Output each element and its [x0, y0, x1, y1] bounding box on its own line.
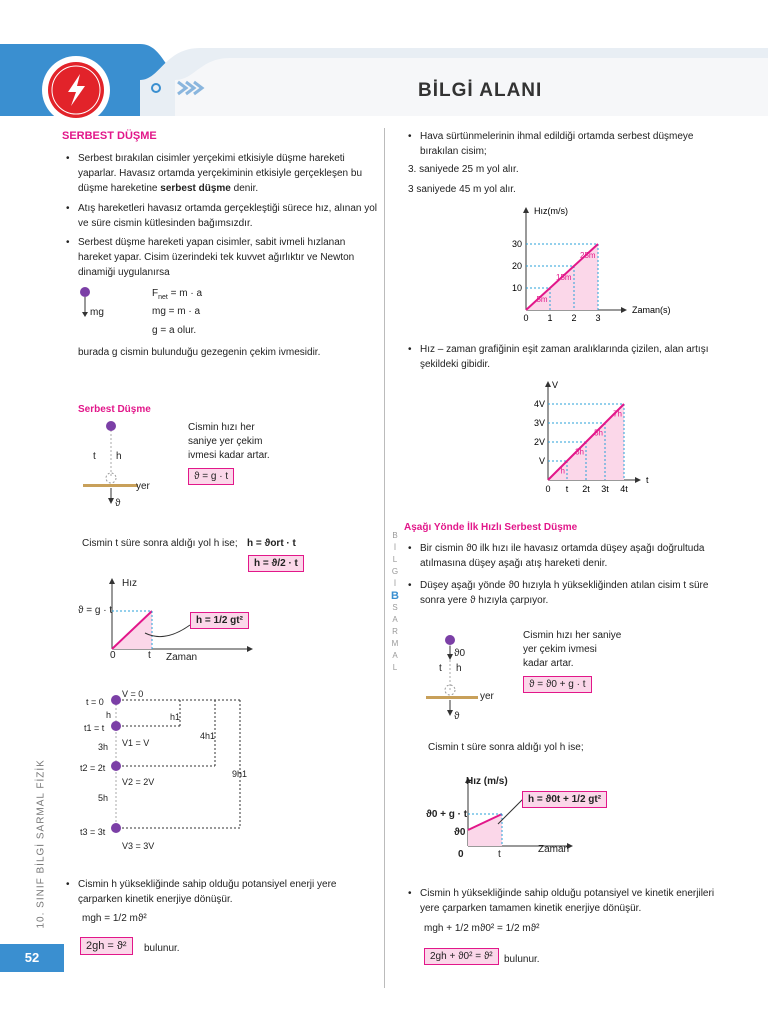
chart2-ytick: 3V	[533, 418, 545, 428]
note-text: burada g cismin bulunduğu gezegenin çekim ivmesidir.	[78, 347, 321, 358]
page-number: 52	[0, 944, 64, 972]
equation-g: g = a olur.	[152, 325, 197, 336]
t-label: t	[93, 451, 96, 462]
double-chevron-icon	[150, 80, 210, 100]
graph-y-label: Hız	[122, 578, 137, 589]
chart1-area-label: 15m	[556, 273, 572, 282]
chart1-xtick: 2	[571, 313, 577, 323]
right-path-text: Cismin t süre sonra aldığı yol h ise;	[428, 742, 584, 753]
h-label: h	[116, 451, 122, 462]
right-velocity-label: ϑ	[454, 711, 460, 722]
chart1-area-label: 25m	[580, 251, 596, 260]
drop-r9: 9h1	[232, 769, 248, 779]
right-bullet-3: • Bir cismin ϑ0 ilk hızı ile havasız ortamda düşey aşağı doğrultuda atılmasına düşey aşağı atış hareketi denir.	[408, 543, 705, 569]
right-graph-ylabel: Hız (m/s)	[466, 776, 508, 787]
chart2-xlabel: t	[646, 475, 649, 485]
chart1-area-label: 5m	[536, 295, 548, 304]
chart2-area-label: h	[560, 466, 565, 476]
right-graph-yval: ϑ0 + g · t	[426, 809, 468, 820]
drop-5h: 5h	[98, 793, 109, 803]
equation-fnet: $F_{net} = m \cdot a$	[152, 288, 203, 301]
bullet-1: • Serbest bırakılan cisimler yerçekimi etkisiyle düşme hareketi yaparlar. Havasız ortamda yerçekiminin etkisiyle gerçekleşen bu düşme hareketine serbest düşme denir.	[66, 153, 363, 194]
drop-t1: t1 = t	[84, 723, 105, 733]
chart1-xtick: 3	[595, 313, 601, 323]
drop-v3: V3 = 3V	[122, 841, 155, 851]
chart2-ytick: 2V	[533, 437, 545, 447]
right-t-label: t	[439, 663, 442, 674]
drop-v1: V1 = V	[122, 738, 150, 748]
page-title: BİLGİ ALANI	[418, 80, 543, 101]
chart-speed-time	[506, 204, 706, 326]
section-title-2: Aşağı Yönde İlk Hızlı Serbest Düşme	[404, 522, 578, 533]
chart1-xtick: 1	[547, 313, 553, 323]
right-result-end: bulunur.	[504, 954, 540, 965]
downward-throw-figure	[420, 630, 530, 730]
drop-t0: t = 0	[86, 697, 104, 707]
figure-title: Serbest Düşme	[78, 404, 151, 415]
chart1-xlabel: Zaman(s)	[632, 305, 671, 315]
chart2-area-label: 5h	[594, 428, 603, 438]
drop-h: h	[106, 710, 112, 720]
vertical-brand: B İ L G İ B S A R M A L	[391, 531, 399, 672]
right-line-2: 3 saniyede 45 m yol alır.	[408, 184, 516, 195]
right-line-1: 3. saniyede 25 m yol alır.	[408, 164, 519, 175]
chart1-ytick: 10	[511, 283, 522, 293]
chart1-xtick: 0	[523, 313, 529, 323]
energy-equation: mgh = 1/2 mϑ²	[82, 913, 147, 924]
drop-3h: 3h	[98, 742, 109, 752]
right-formula-box: ϑ = ϑ0 + g · t	[523, 676, 592, 693]
column-divider	[384, 128, 385, 988]
bullet-3: • Serbest düşme hareketi yapan cisimler, sabit ivmeli hızlanan hareket yapar. Cisim üzerindeki tek kuvvet ağırlıktır ve Newton dinamiği uygulanırsa	[66, 237, 355, 278]
chart2-xtick: 0	[545, 484, 551, 494]
right-graph-v0: ϑ0	[454, 827, 466, 838]
right-ground-label: yer	[480, 691, 494, 702]
free-fall-figure	[78, 416, 188, 516]
chart1-ytick: 30	[511, 239, 522, 249]
chart1-ytick: 20	[511, 261, 522, 271]
formula-box: ϑ = g · t	[188, 468, 234, 485]
figure-description: Cismin hızı her saniye yer çekim ivmesi kadar artar.	[188, 422, 270, 461]
chart2-ylabel: V	[552, 380, 559, 390]
graph-formula: h = 1/2 gt²	[190, 612, 249, 629]
velocity-label: ϑ	[115, 498, 121, 509]
right-graph-formula: h = ϑ0t + 1/2 gt²	[522, 791, 607, 808]
equation-mg: mg = m · a	[152, 306, 201, 317]
right-graph-origin: 0	[458, 849, 464, 860]
section-title: SERBEST DÜŞME	[62, 130, 157, 142]
drop-t2: t2 = 2t	[80, 763, 106, 773]
bullet-4: • Cismin h yüksekliğinde sahip olduğu potansiyel enerji yere çarparken kinetik enerjiye dönüşür.	[66, 879, 337, 905]
chart2-xtick: 4t	[620, 484, 628, 494]
drop-v2: V2 = 2V	[122, 777, 155, 787]
drop-v0: V = 0	[122, 689, 144, 699]
drop-t3: t3 = 3t	[80, 827, 106, 837]
chart2-ytick: 4V	[533, 399, 545, 409]
graph-origin: 0	[110, 650, 116, 661]
drop-r1: h1	[170, 712, 181, 722]
right-energy-equation: mgh + 1/2 mϑ0² = 1/2 mϑ²	[424, 923, 540, 934]
result-box: 2gh = ϑ²	[80, 937, 133, 955]
right-h-label: h	[456, 663, 462, 674]
graph-y-value: ϑ = g · t	[78, 605, 113, 616]
right-bullet-2: • Hız – zaman grafiğinin eşit zaman aralıklarında çizilen, alan artışı şekildeki gibidir.	[408, 344, 709, 370]
right-bullet-1: • Hava sürtünmelerinin ihmal edildiği ortamda serbest düşmeye bırakılan cisim;	[408, 131, 694, 157]
ground-label: yer	[136, 481, 150, 492]
v0-label: ϑ0	[454, 648, 466, 659]
right-figure-description: Cismin hızı her saniye yer çekim ivmesi kadar artar.	[523, 630, 622, 669]
formula-h-avg: h = ϑort · t	[247, 538, 296, 549]
graph-tick: t	[148, 650, 151, 661]
chart-area-growth	[530, 378, 670, 498]
chart2-ytick: V	[538, 456, 545, 466]
formula-h-half: h = ϑ/2 · t	[248, 555, 304, 572]
chart1-ylabel: Hız(m/s)	[534, 206, 568, 216]
graph-x-label: Zaman	[166, 652, 198, 663]
right-result-box: 2gh + ϑ0² = ϑ²	[424, 948, 499, 965]
chart2-xtick: t	[565, 484, 569, 494]
side-label: 10. SINIF BİLGİ SARMAL FİZİK	[35, 759, 47, 929]
bullet-2: • Atış hareketleri havasız ortamda gerçekleştiği sürece hız, alınan yol ve süre cismin kütlesinden bağımsızdır.	[66, 203, 378, 229]
chart2-area-label: 3h	[575, 447, 584, 457]
chart2-area-label: 7h	[613, 409, 622, 419]
chart2-xtick: 2t	[582, 484, 590, 494]
chart2-xtick: 3t	[601, 484, 609, 494]
right-bullet-4: • Düşey aşağı yönde ϑ0 hızıyla h yüksekliğinden atılan cisim t süre sonra yere ϑ hızıyla çarpıyor.	[408, 580, 709, 606]
result-end: bulunur.	[144, 943, 180, 954]
lightning-icon	[36, 54, 116, 134]
drop-r4: 4h1	[200, 731, 216, 741]
right-graph-xlabel: Zaman	[538, 844, 570, 855]
right-graph-tick: t	[498, 849, 501, 860]
mg-label: mg	[90, 307, 104, 318]
path-text: Cismin t süre sonra aldığı yol h ise;	[82, 538, 238, 549]
right-bullet-5: • Cismin h yüksekliğinde sahip olduğu potansiyel ve kinetik enerjileri yere çarparken tamamen kinetik enerjiye dönüşür.	[408, 888, 715, 914]
